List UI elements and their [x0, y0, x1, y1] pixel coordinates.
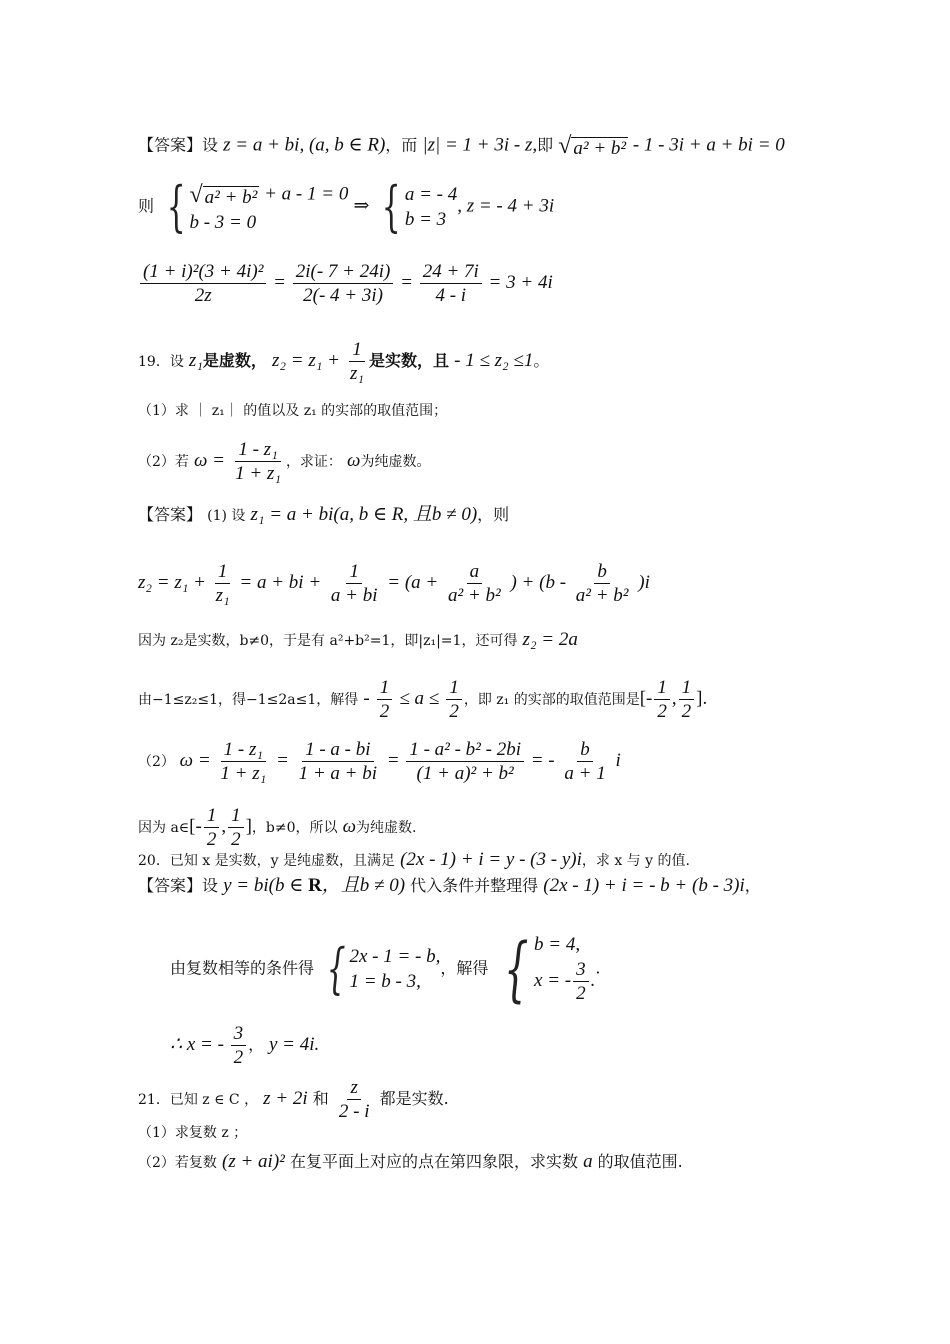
fraction: $\frac{2i(- 7 + 24i)}{2(- 4 + 3i)}$: [293, 262, 394, 305]
fraction: $\frac{1}{\text{z₁}}$: [350, 339, 365, 384]
question-19-part-1: （1）求 ｜ z₁｜ 的值以及 z₁ 的实部的取值范围；: [138, 403, 448, 419]
math-expression: |z| = 1 + 3i - z,: [422, 134, 538, 156]
answer-1-line-3: $\frac{\text{(1 + i)²(3 + 4i)²}}{2z}$ = $\frac{2i(- 7 + 24i)}{2(- 4 + 3i)}$ = $\frac{24 + 7i}{4 - i}$ = 3 + 4i: [138, 262, 553, 305]
fraction: $\frac{24 + 7i}{4 - i}$: [420, 262, 482, 305]
answer-20-line-2: 由复数相等的条件得 { 2x - 1 = - b, 1 = b - 3, ，解得 { b = 4, x = - $\frac{3}{2}$ . .: [170, 928, 601, 1010]
equation-system: { √ a² + b² + a - 1 = 0 b - 3 = 0: [166, 175, 349, 238]
answer-label: 【答案】: [138, 505, 203, 524]
answer-19-line-5: （2） ω = $\frac{\text{1 - z₁}}{\text{1 + z₁}}$ = $\frac{1 - a - bi}{1 + a + bi}$ = $\frac{\text{1 - a² - b² - 2bi}}{\text{(1 + a)² + b²}}$ = - $\frac{b}{a + 1}$ i: [138, 739, 621, 784]
answer-19-line-1: 【答案】 (1) 设 z₁ = a + bi(a, b ∈ R, 且b ≠ 0)，则: [138, 504, 510, 525]
answer-19-line-6: 因为 a∈[- $\frac{1}{2}$ , $\frac{1}{2}$ ]，b≠0，所以 ω为纯虚数.: [138, 805, 417, 850]
math-expression: z = a + bi, (a, b ∈ R): [223, 134, 386, 156]
sqrt-expression: √ a² + b²: [558, 133, 627, 159]
question-19: 19．设 z₁是虚数， z₂ = z₁ + $\frac{1}{\text{z₁}}$ 是实数，且 - 1 ≤ z₂ ≤1。: [138, 339, 550, 384]
fraction: $\frac{\text{(1 + i)²(3 + 4i)²}}{2z}$: [140, 262, 266, 305]
question-21: 21．已知 z ∈ C ， z + 2i 和 $\frac{z}{2 - i}$ 都是实数.: [138, 1077, 449, 1122]
answer-1-line-1: 【答案】设 z = a + bi, (a, b ∈ R)，而 |z| = 1 + 3i - z,即 √ a² + b² - 1 - 3i + a + bi = 0: [138, 133, 785, 159]
question-20: 20．已知 x 是实数，y 是纯虚数，且满足 (2x - 1) + i = y - (3 - y)i，求 x 与 y 的值.: [138, 849, 690, 870]
equation-system: { b = 4, x = - $\frac{3}{2}$ .: [503, 928, 596, 1010]
fraction: $\frac{\text{1 - z₁}}{\text{1 + z₁}}$: [235, 439, 281, 484]
answer-20-line-1: 【答案】设 y = bi(b ∈ R，且b ≠ 0) 代入条件并整理得 (2x - 1) + i = - b + (b - 3)i，: [138, 875, 761, 896]
question-21-part-1: （1）求复数 z ；: [138, 1125, 248, 1141]
answer-label: 【答案】: [138, 135, 203, 155]
answer-label: 【答案】: [138, 876, 203, 895]
answer-19-line-3: 因为 z₂是实数，b≠0，于是有 a²+b²=1，即|z₁|=1，还可得 z₂ = 2a: [138, 629, 578, 650]
question-21-part-2: （2）若复数 (z + ai)² 在复平面上对应的点在第四象限，求实数 a 的取值范围.: [138, 1151, 683, 1172]
answer-20-line-3: ∴ x = - $\frac{3}{2}$ ， y = 4i.: [170, 1023, 320, 1068]
question-19-part-2: （2）若 ω = $\frac{\text{1 - z₁}}{\text{1 + z₁}}$ ，求证： ω为纯虚数。: [138, 439, 431, 484]
equation-system: { 2x - 1 = - b, 1 = b - 3,: [326, 937, 441, 1000]
equation-system: { a = - 4 b = 3: [382, 175, 458, 238]
answer-1-line-2: 则 { √ a² + b² + a - 1 = 0 b - 3 = 0 ⇒ { a = - 4 b = 3 , z = - 4 + 3i: [138, 175, 555, 238]
answer-19-line-4: 由−1≤z₂≤1，得−1≤2a≤1，解得 - $\frac{1}{2}$ ≤ a ≤ $\frac{1}{2}$ ，即 z₁ 的实部的取值范围是[- $\frac{1}{2}$ , $\frac{1}{2}$ ].: [138, 677, 708, 722]
answer-19-line-2: z₂ = z₁ + $\frac{1}{\text{z₁}}$ = a + bi + $\frac{1}{a + bi}$ = (a + $\frac{a}{\text{a² + b²}}$ ) + (b - $\frac{b}{\text{a² + b²}}$ )i: [138, 561, 650, 606]
